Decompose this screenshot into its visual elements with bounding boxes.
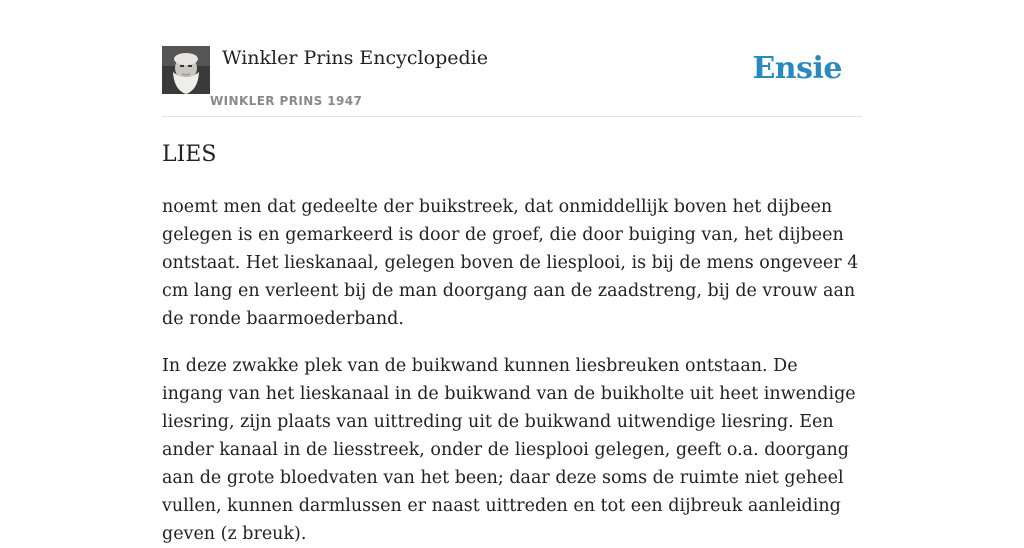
- article-title: LIES: [162, 142, 217, 167]
- article-paragraph: noemt men dat gedeelte der buikstreek, dat onmiddellijk boven het dijbeen gelegen is en gemarkeerd is door de groef, die door buiging van, het dijbeen ontstaat. Het lieskanaal, gelegen boven de liesplooi, is bij de mens ongeveer 4 cm lang en verleent bij de man doorgang aan de zaadstreng, bij de vrouw aan de ronde baarmoederband.: [162, 197, 859, 329]
- source-subtitle: WINKLER PRINS 1947: [210, 94, 363, 108]
- source-title[interactable]: Winkler Prins Encyclopedie: [222, 47, 488, 69]
- avatar[interactable]: [162, 46, 210, 94]
- brand-logo[interactable]: Ensie: [752, 51, 842, 86]
- article-paragraph: In deze zwakke plek van de buikwand kunnen liesbreuken ontstaan. De ingang van het lieskanaal in de buikwand van de buikholte uit heet inwendige liesring, zijn plaats van uittreding uit de buikwand uitwendige liesring. Een ander kanaal in de liesstreek, onder de liesplooi gelegen, geeft o.a. doorgang aan de grote bloedvaten van het been; daar deze soms de ruimte niet geheel vullen, kunnen darmlussen er naast uittreden en tot een dijbreuk aanleiding geven (z breuk).: [162, 356, 856, 544]
- article: [162, 140, 862, 548]
- bearded-man-portrait-icon: [162, 46, 210, 94]
- source-header: [162, 46, 862, 117]
